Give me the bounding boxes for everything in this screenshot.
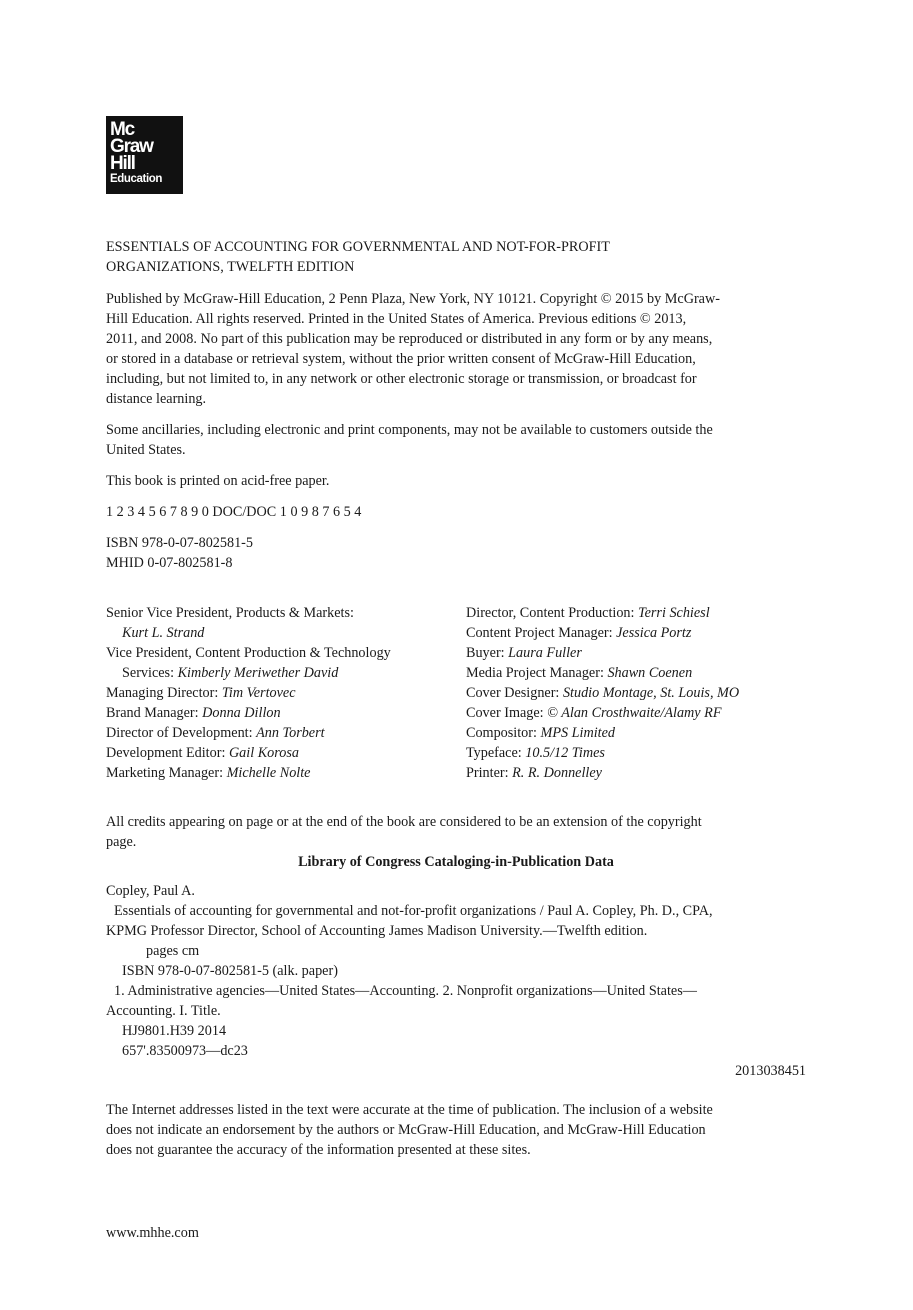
- cip-subjects: Accounting. I. Title.: [106, 1003, 221, 1019]
- isbn-block: [106, 533, 806, 573]
- credit-name: Shawn Coenen: [607, 665, 693, 681]
- credit-name: Ann Torbert: [256, 725, 325, 741]
- cip-isbn: ISBN 978-0-07-802581-5 (alk. paper): [122, 963, 338, 979]
- credit-line: Senior Vice President, Products & Markets:: [106, 605, 354, 621]
- cip-data: [106, 881, 806, 1081]
- text-line: United States.: [106, 442, 186, 458]
- credit-name: Kurt L. Strand: [122, 625, 205, 641]
- credit-line: Managing Director: Tim Vertovec: [106, 685, 296, 701]
- credit-line: Buyer: Laura Fuller: [466, 645, 582, 661]
- credit-name: Tim Vertovec: [221, 685, 296, 701]
- credit-name: 10.5/12 Times: [525, 745, 605, 761]
- credits-left-column: [106, 603, 466, 783]
- text-line: page.: [106, 834, 137, 850]
- credit-line: Printer: R. R. Donnelley: [466, 765, 602, 781]
- text-line: Some ancillaries, including electronic and print components, may not be available to customers outside the: [106, 422, 713, 438]
- cip-pages: pages cm: [146, 943, 200, 959]
- credit-name: © Alan Crosthwaite/Alamy RF: [547, 705, 722, 721]
- website-url: www.mhhe.com: [106, 1225, 199, 1241]
- credit-line: Media Project Manager: Shawn Coenen: [466, 665, 693, 681]
- text-line: distance learning.: [106, 391, 207, 407]
- credits-note: [106, 812, 806, 852]
- loc-heading: Library of Congress Cataloging-in-Publication Data: [298, 854, 614, 870]
- mhid: MHID 0-07-802581-8: [106, 555, 233, 571]
- cip-dewey: 657'.83500973—dc23: [122, 1043, 248, 1059]
- ancillaries-paragraph: [106, 420, 806, 460]
- text-line: Hill Education. All rights reserved. Printed in the United States of America. Previous editions © 2013,: [106, 311, 687, 327]
- credit-name: Studio Montage, St. Louis, MO: [562, 685, 740, 701]
- cip-subjects: 1. Administrative agencies—United States—Accounting. 2. Nonprofit organizations—United States—: [114, 983, 697, 999]
- text-line: including, but not limited to, in any network or other electronic storage or transmission, or broadcast for: [106, 371, 697, 387]
- credit-line: Director, Content Production: Terri Schiesl: [466, 605, 710, 621]
- text-line: or stored in a database or retrieval system, without the prior written consent of McGraw-Hill Education,: [106, 351, 696, 367]
- credit-line: Development Editor: Gail Korosa: [106, 745, 299, 761]
- credit-name: Jessica Portz: [616, 625, 692, 641]
- text-line: does not indicate an endorsement by the authors or McGraw-Hill Education, and McGraw-Hill Education: [106, 1122, 706, 1138]
- internet-notice: [106, 1100, 806, 1160]
- credit-line: Cover Image: © Alan Crosthwaite/Alamy RF: [466, 705, 722, 721]
- credit-name: Donna Dillon: [202, 705, 281, 721]
- credit-line: Services: Kimberly Meriwether David: [122, 665, 339, 681]
- credit-name: MPS Limited: [540, 725, 615, 741]
- credit-line: Compositor: MPS Limited: [466, 725, 615, 741]
- publisher-paragraph: [106, 289, 806, 409]
- credit-name: Laura Fuller: [508, 645, 582, 661]
- book-title-line: ORGANIZATIONS, TWELFTH EDITION: [106, 259, 355, 275]
- credit-line: [106, 623, 466, 643]
- credit-line: Director of Development: Ann Torbert: [106, 725, 325, 741]
- logo-line-hill: Hill: [110, 153, 135, 174]
- credit-line: Vice President, Content Production & Technology: [106, 645, 391, 661]
- credit-line: Brand Manager: Donna Dillon: [106, 705, 281, 721]
- book-title: [106, 237, 806, 277]
- cip-description: KPMG Professor Director, School of Accounting James Madison University.—Twelfth edition.: [106, 923, 648, 939]
- logo-line-education: Education: [110, 173, 162, 185]
- credit-name: Kimberly Meriwether David: [177, 665, 339, 681]
- cip-lcc: HJ9801.H39 2014: [122, 1023, 227, 1039]
- text-line: Published by McGraw-Hill Education, 2 Penn Plaza, New York, NY 10121. Copyright © 2015 by McGraw-: [106, 291, 720, 307]
- staff-credits: [106, 603, 806, 783]
- text-line: The Internet addresses listed in the text were accurate at the time of publication. The inclusion of a website: [106, 1102, 713, 1118]
- credit-name: R. R. Donnelley: [512, 765, 602, 781]
- text-line: 2011, and 2008. No part of this publication may be reproduced or distributed in any form or by any means,: [106, 331, 713, 347]
- credits-right-column: [466, 603, 806, 783]
- print-line: 1 2 3 4 5 6 7 8 9 0 DOC/DOC 1 0 9 8 7 6 5 4: [106, 504, 362, 520]
- cip-author: Copley, Paul A.: [106, 883, 195, 899]
- credit-line: Cover Designer: Studio Montage, St. Louis, MO: [466, 685, 740, 701]
- logo-line-graw: Graw: [110, 136, 153, 157]
- book-title-line: ESSENTIALS OF ACCOUNTING FOR GOVERNMENTAL AND NOT-FOR-PROFIT: [106, 239, 610, 255]
- mcgraw-hill-education-logo: [106, 116, 183, 194]
- logo-line-mc: Mc: [110, 119, 134, 140]
- copyright-page: [106, 116, 806, 1160]
- text-line: does not guarantee the accuracy of the information presented at these sites.: [106, 1142, 531, 1158]
- isbn: ISBN 978-0-07-802581-5: [106, 535, 253, 551]
- cip-lccn: 2013038451: [735, 1063, 806, 1079]
- credit-line: Marketing Manager: Michelle Nolte: [106, 765, 311, 781]
- paper-note: This book is printed on acid-free paper.: [106, 473, 330, 489]
- credit-name: Terri Schiesl: [638, 605, 710, 621]
- credit-line: Typeface: 10.5/12 Times: [466, 745, 605, 761]
- cip-description: Essentials of accounting for governmental and not-for-profit organizations / Paul A. Copley, Ph. D., CPA,: [114, 903, 713, 919]
- credit-name: Michelle Nolte: [226, 765, 311, 781]
- credit-name: Gail Korosa: [228, 745, 299, 761]
- credit-line: Content Project Manager: Jessica Portz: [466, 625, 692, 641]
- text-line: All credits appearing on page or at the end of the book are considered to be an extension of the copyright: [106, 814, 702, 830]
